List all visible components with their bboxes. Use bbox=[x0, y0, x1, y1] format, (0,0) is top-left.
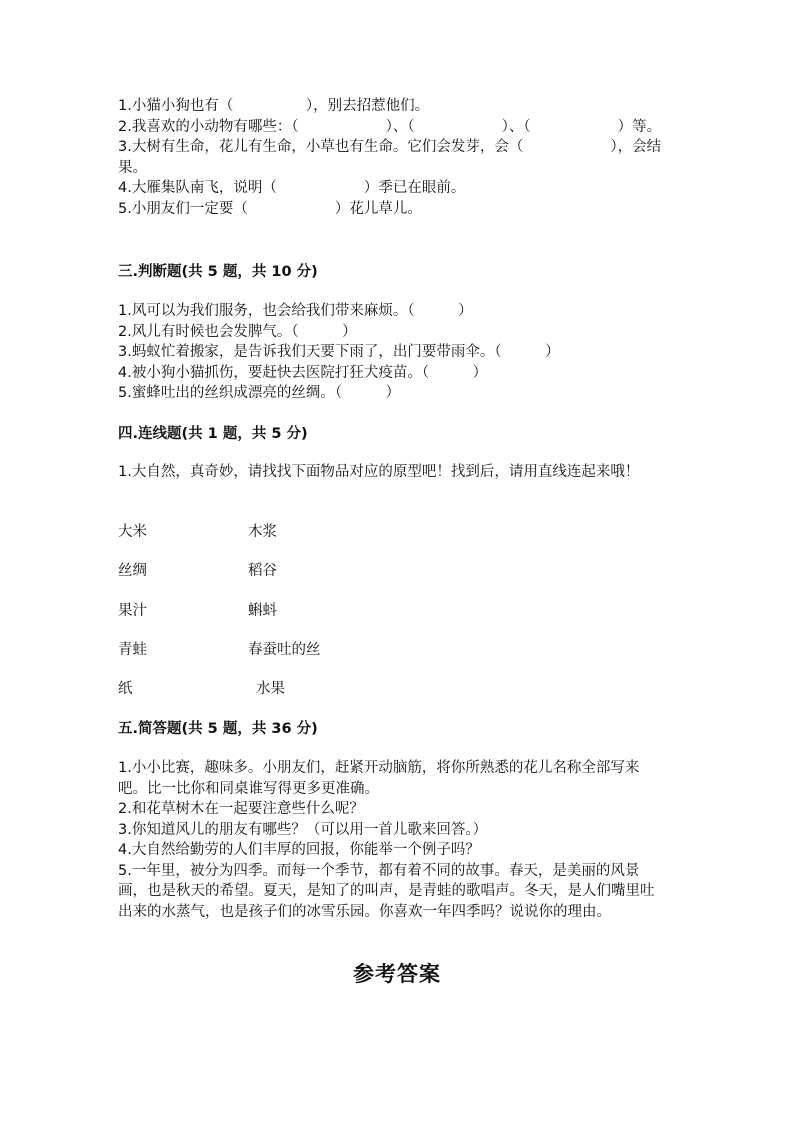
match-row bbox=[118, 640, 666, 662]
section-3-title: 三.判断题(共 5 题，共 10 分) bbox=[118, 264, 318, 280]
short-answer-item-1: 1.小小比赛，趣味多。小朋友们，赶紧开动脑筋，将你所熟悉的花儿名称全部写来吧。比一比你和同桌谁写得更多更准确。 bbox=[118, 760, 640, 797]
short-answer-item-3: 3.你知道风儿的朋友有哪些？（可以用一首儿歌来回答。） bbox=[118, 821, 488, 838]
fill-blank-item-3: 3.大树有生命，花儿有生命，小草也有生命。它们会发芽，会（ ），会结果。 bbox=[118, 139, 662, 176]
true-false-item-4: 4.被小狗小猫抓伤，要赶快去医院打狂犬疫苗。（ ） bbox=[118, 364, 488, 381]
fill-blank-item-1: 1.小猫小狗也有（ ），别去招惹他们。 bbox=[118, 98, 430, 114]
match-right-item: 春蚕吐的丝 bbox=[248, 642, 321, 658]
match-left-item: 青蛙 bbox=[118, 642, 147, 658]
match-row bbox=[118, 679, 666, 701]
match-row bbox=[118, 522, 666, 544]
answers-title: 参考答案 bbox=[353, 961, 441, 986]
short-answer-item-2: 2.和花草树木在一起要注意些什么呢？ bbox=[118, 801, 364, 817]
fill-blank-item-4: 4.大雁集队南飞，说明（ ）季已在眼前。 bbox=[118, 180, 466, 196]
match-row bbox=[118, 601, 666, 623]
true-false-item-1: 1.风可以为我们服务，也会给我们带来麻烦。（ ） bbox=[118, 303, 473, 319]
matching-question-text: 1.大自然，真奇妙，请找找下面物品对应的原型吧！找到后，请用直线连起来哦！ bbox=[118, 464, 640, 480]
true-false-item-5: 5.蜜蜂吐出的丝织成漂亮的丝绸。（ ） bbox=[118, 385, 401, 401]
match-right-item: 木浆 bbox=[248, 524, 277, 540]
true-false-item-3: 3.蚂蚁忙着搬家，是告诉我们天要下雨了，出门要带雨伞。（ ） bbox=[118, 344, 560, 360]
match-left-item: 大米 bbox=[118, 524, 147, 540]
fill-blank-item-2: 2.我喜欢的小动物有哪些：（ ）、（ ）、（ ）等。 bbox=[118, 118, 662, 135]
match-left-item: 丝绸 bbox=[118, 563, 147, 579]
match-row bbox=[118, 561, 666, 583]
short-answer-item-5: 5.一年里，被分为四季。而每一个季节，都有着不同的故事。春天，是美丽的风景画，也是秋天的希望。夏天，是知了的叫声，是青蛙的歌唱声。冬天，是人们嘴里吐出来的水蒸气，也是孩子们的冰雪乐园。你喜欢一年四季吗？说说你的理由。 bbox=[118, 862, 655, 920]
short-answer-section bbox=[118, 758, 666, 922]
true-false-section bbox=[118, 301, 666, 404]
match-right-item: 蝌蚪 bbox=[248, 603, 277, 619]
section-4-title: 四.连线题(共 1 题，共 5 分) bbox=[118, 426, 308, 442]
matching-question bbox=[118, 462, 666, 483]
match-left-item: 果汁 bbox=[118, 603, 147, 619]
match-right-item: 水果 bbox=[256, 681, 285, 697]
fill-blank-section bbox=[118, 96, 666, 219]
match-right-item: 稻谷 bbox=[248, 563, 277, 579]
fill-blank-item-5: 5.小朋友们一定要（ ）花儿草儿。 bbox=[118, 200, 422, 217]
match-left-item: 纸 bbox=[118, 681, 133, 697]
true-false-item-2: 2.风儿有时候也会发脾气。（ ） bbox=[118, 323, 357, 340]
short-answer-item-4: 4.大自然给勤劳的人们丰厚的回报，你能举一个例子吗？ bbox=[118, 842, 480, 858]
section-5-title: 五.简答题(共 5 题，共 36 分) bbox=[118, 721, 318, 737]
